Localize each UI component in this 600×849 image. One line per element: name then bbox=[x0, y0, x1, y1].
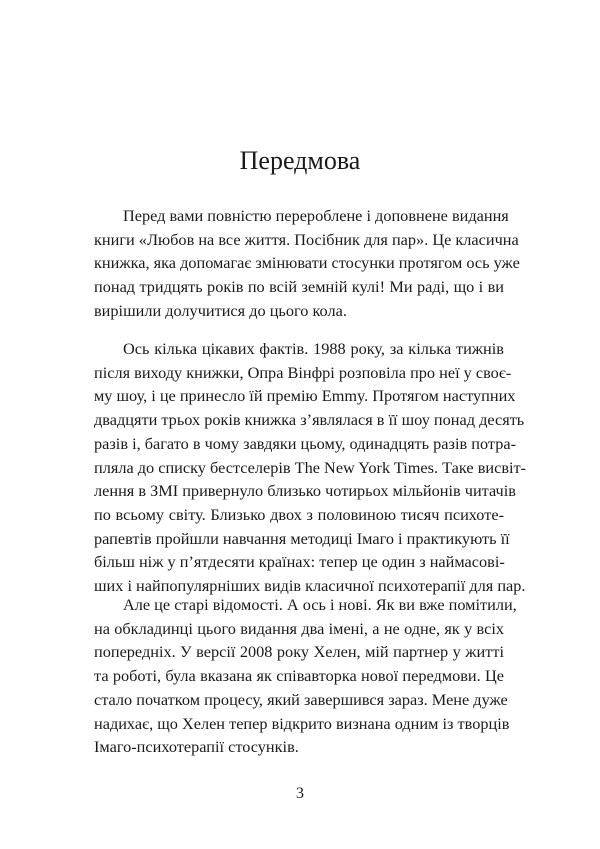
paragraph-line: книги «Любов на все життя. Посібник для пар». Це класична bbox=[94, 229, 519, 249]
paragraph-line: Ось кілька цікавих фактів. 1988 року, за кілька тижнів bbox=[123, 339, 504, 358]
paragraph-line: понад тридцять років по всій земній кулі! Ми раді, що і ви bbox=[94, 277, 504, 297]
paragraph-3 bbox=[94, 593, 517, 759]
paragraph-line: ших і найпопулярніших видів класичної психотерапії для пар. bbox=[94, 576, 526, 596]
paragraph-line: попередніх. У версії 2008 року Хелен, мій партнер у житті bbox=[94, 642, 504, 662]
paragraph-line: стало початком процесу, який завершився зараз. Мене дуже bbox=[94, 689, 508, 709]
paragraph-line: на обкладинці цього видання два імені, а не одне, як у всіх bbox=[94, 618, 504, 638]
paragraph-line: разів і, багато в чому завдяки цьому, одинадцять разів потра- bbox=[94, 433, 516, 453]
paragraph-line: пляла до списку бестселерів The New York Times. Таке висвіт- bbox=[94, 457, 527, 477]
paragraph-line: надихає, що Хелен тепер відкрито визнана одним із творців bbox=[94, 713, 510, 733]
paragraph-line: Але це старі відомості. А ось і нові. Як ви вже помітили, bbox=[123, 595, 517, 614]
paragraph-line: більш ніж у п’ятдесяти країнах: тепер це один з наймасові- bbox=[94, 552, 505, 572]
paragraph-line: Імаго-психотерапії стосунків. bbox=[94, 737, 299, 757]
paragraph-line: лення в ЗМІ привернуло близько чотирьох мільйонів читачів bbox=[94, 481, 516, 501]
paragraph-line: му шоу, і це принесло їй премію Emmy. Протягом наступних bbox=[94, 386, 516, 406]
paragraph-line: двадцяти трьох років книжка з’являлася в її шоу понад десять bbox=[94, 410, 525, 430]
paragraph-line: після виходу книжки, Опра Вінфрі розповіла про неї у своє- bbox=[94, 362, 512, 382]
paragraph-line: та роботі, була вказана як співавторка нової передмови. Це bbox=[94, 666, 504, 686]
page-number: 3 bbox=[296, 785, 304, 802]
paragraph-line: книжка, яка допомагає змінювати стосунки протягом ось уже bbox=[94, 253, 520, 273]
chapter-title: Передмова bbox=[239, 146, 361, 175]
paragraph-line: Перед вами повністю перероблене і доповнене видання bbox=[123, 206, 509, 225]
paragraph-1 bbox=[94, 204, 520, 323]
paragraph-line: рапевтів пройшли навчання методиці Імаго і практикують її bbox=[94, 528, 510, 548]
paragraph-line: по всьому світу. Близько двох з половиною тисяч психоте- bbox=[94, 504, 504, 524]
paragraph-line: вирішили долучитися до цього кола. bbox=[94, 300, 347, 320]
paragraph-2 bbox=[94, 337, 527, 598]
